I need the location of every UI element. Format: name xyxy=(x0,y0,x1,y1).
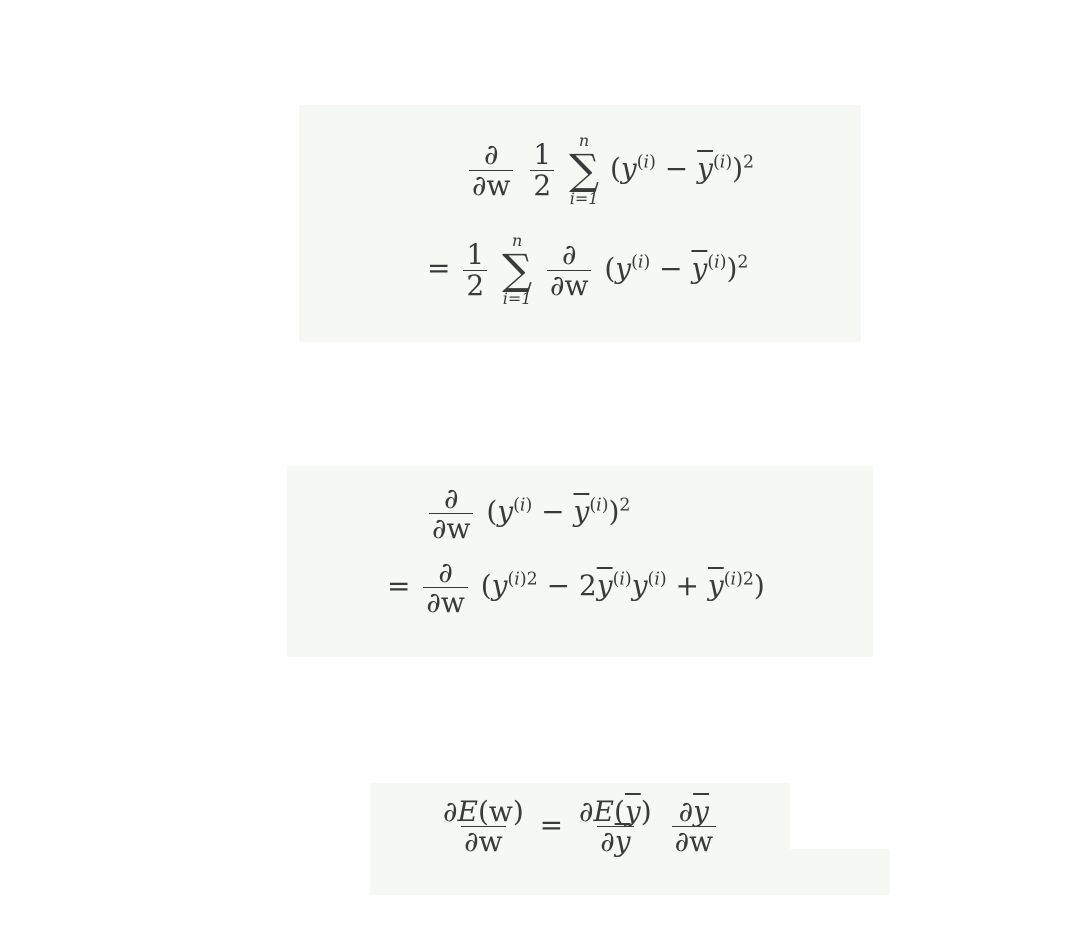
equation-1-line-1: $\frac{\partial}{\partial w}$ $\frac{1}{2}$ n ∑ i=1 $(y^{(i)} - \overline{y}^{(i)})^2$ xyxy=(465,133,754,207)
equation-3: $\frac{\partial E(w)}{\partial w}$ = $\frac{\partial E(\overline{y})}{\partial\overline{y}}$ $\frac{\partial\overline{y}}{\partial w}$ xyxy=(436,797,720,857)
equation-block-1 xyxy=(299,105,861,342)
equation-block-2 xyxy=(287,466,873,657)
equation-1-line-2: = $\frac{1}{2}$ n ∑ i=1 $\frac{\partial}{\partial w}$ $(y^{(i)} - \overline{y}^{(i)})^2$ xyxy=(427,231,749,308)
equation-2-line-1: $\frac{\partial}{\partial w}$ $(y^{(i)} - \overline{y}^{(i)})^2$ xyxy=(425,484,630,544)
image-crop-notch xyxy=(790,783,890,849)
equation-2-line-2: = $\frac{\partial}{\partial w}$ $(y^{(i)2} - 2\overline{y}^{(i)}y^{(i)} + \overline{y}^{(i)2})$ xyxy=(387,556,765,620)
